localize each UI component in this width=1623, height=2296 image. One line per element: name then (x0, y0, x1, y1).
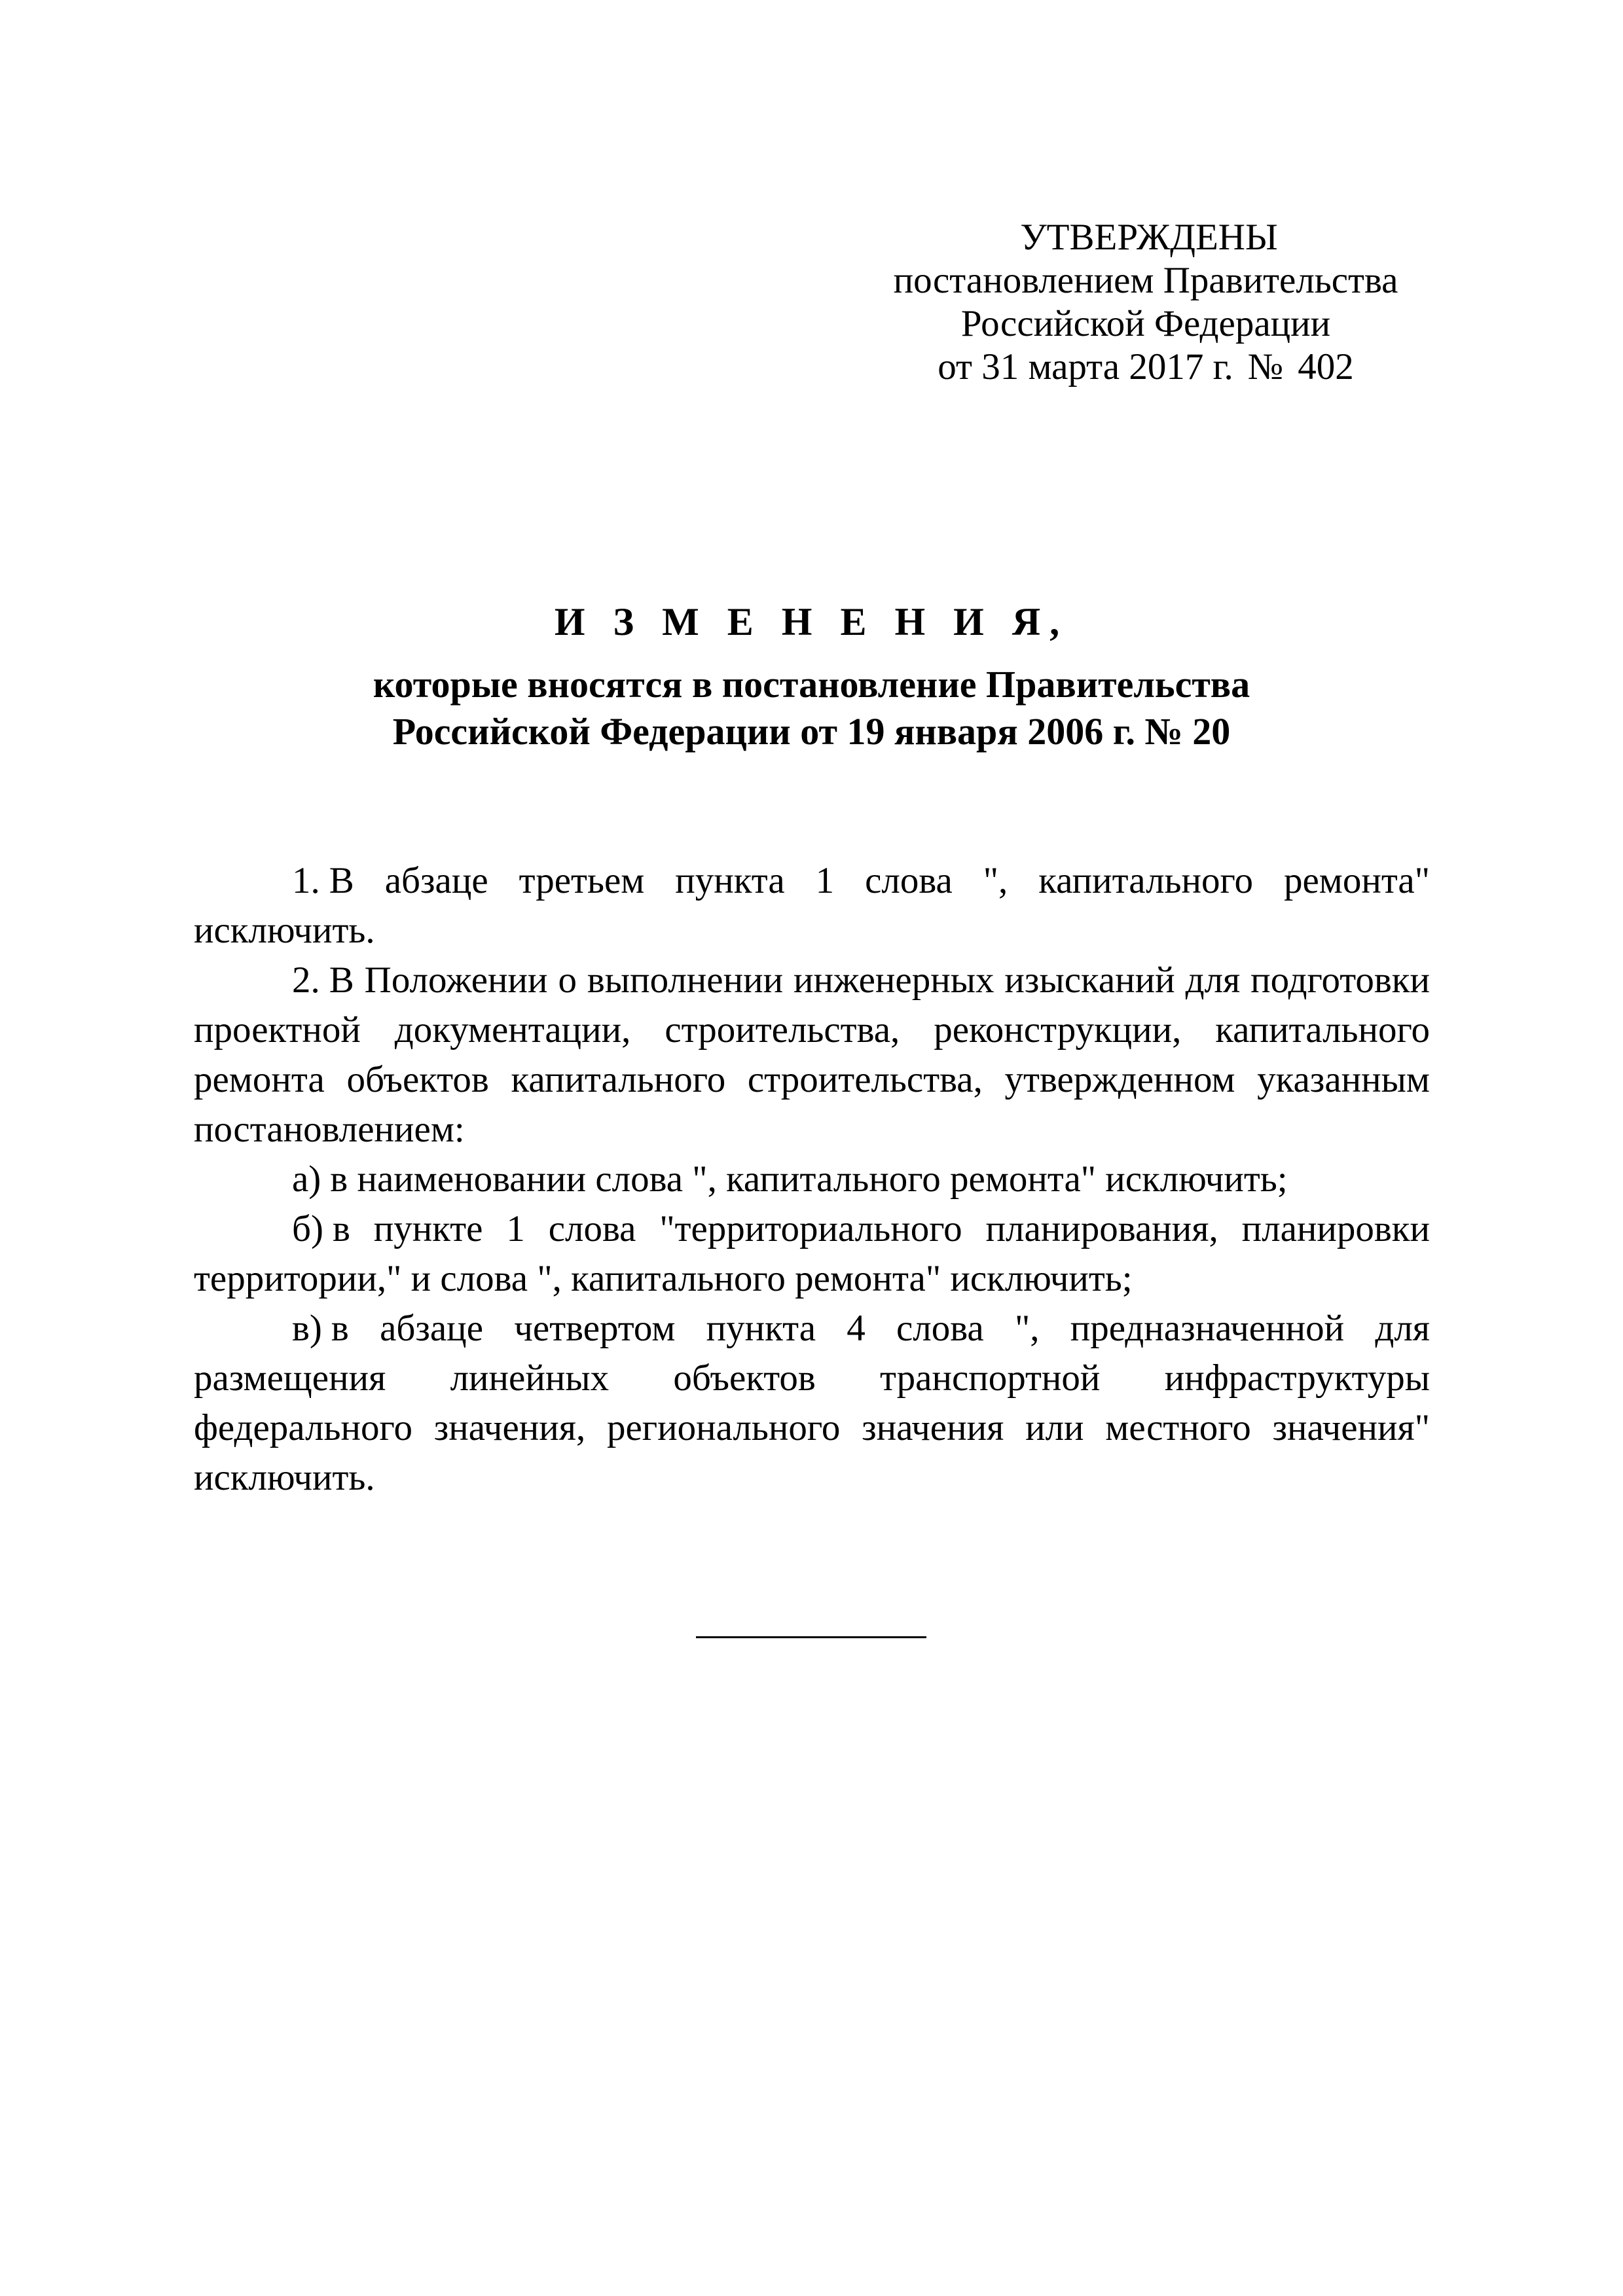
paragraph-text: В абзаце третьем пункта 1 слова ", капитального ремонта" исключить. (194, 860, 1430, 951)
document-subtitle-line-1: которые вносятся в постановление Правительства (373, 663, 1250, 706)
paragraph-text: В Положении о выполнении инженерных изысканий для подготовки проектной документации, строительства, реконструкции, капитального ремонта объектов капитального строительства, утвержденном указанным постановлением: (194, 960, 1430, 1150)
subparagraph-b (194, 1204, 1430, 1304)
approval-number-sign: № (1247, 346, 1284, 387)
paragraph-text: в пункте 1 слова "территориального планирования, планировки территории," и слова ", капитального ремонта" исключить; (194, 1208, 1430, 1299)
paragraph-label: б) (292, 1208, 323, 1249)
document-subtitle-line-2: Российской Федерации от 19 января 2006 г. № 20 (392, 710, 1231, 753)
paragraph-2 (194, 956, 1430, 1155)
approval-line-2: Российской Федерации (960, 303, 1331, 344)
closing-divider (696, 1636, 926, 1638)
paragraph-1 (194, 856, 1430, 956)
subparagraph-a (194, 1155, 1430, 1204)
paragraph-label: а) (292, 1158, 321, 1200)
document-body (194, 856, 1430, 1503)
approval-number: 402 (1298, 346, 1354, 387)
approval-date-line (818, 346, 1473, 389)
approval-title: УТВЕРЖДЕНЫ (1020, 217, 1278, 258)
paragraph-label: 2. (292, 960, 320, 1001)
approval-line-1: постановлением Правительства (893, 260, 1398, 301)
document-title: И З М Е Н Е Н И Я, (554, 600, 1069, 643)
subparagraph-v (194, 1304, 1430, 1503)
paragraph-label: в) (292, 1308, 322, 1349)
paragraph-text: в наименовании слова ", капитального ремонта" исключить; (330, 1158, 1288, 1200)
paragraph-label: 1. (292, 860, 320, 901)
approval-date: от 31 марта 2017 г. (938, 346, 1233, 387)
approval-block (818, 216, 1473, 389)
document-subtitle (0, 661, 1623, 755)
paragraph-text: в абзаце четвертом пункта 4 слова ", предназначенной для размещения линейных объектов транспортной инфраструктуры федерального значения, регионального значения или местного значения" исключить. (194, 1308, 1430, 1498)
